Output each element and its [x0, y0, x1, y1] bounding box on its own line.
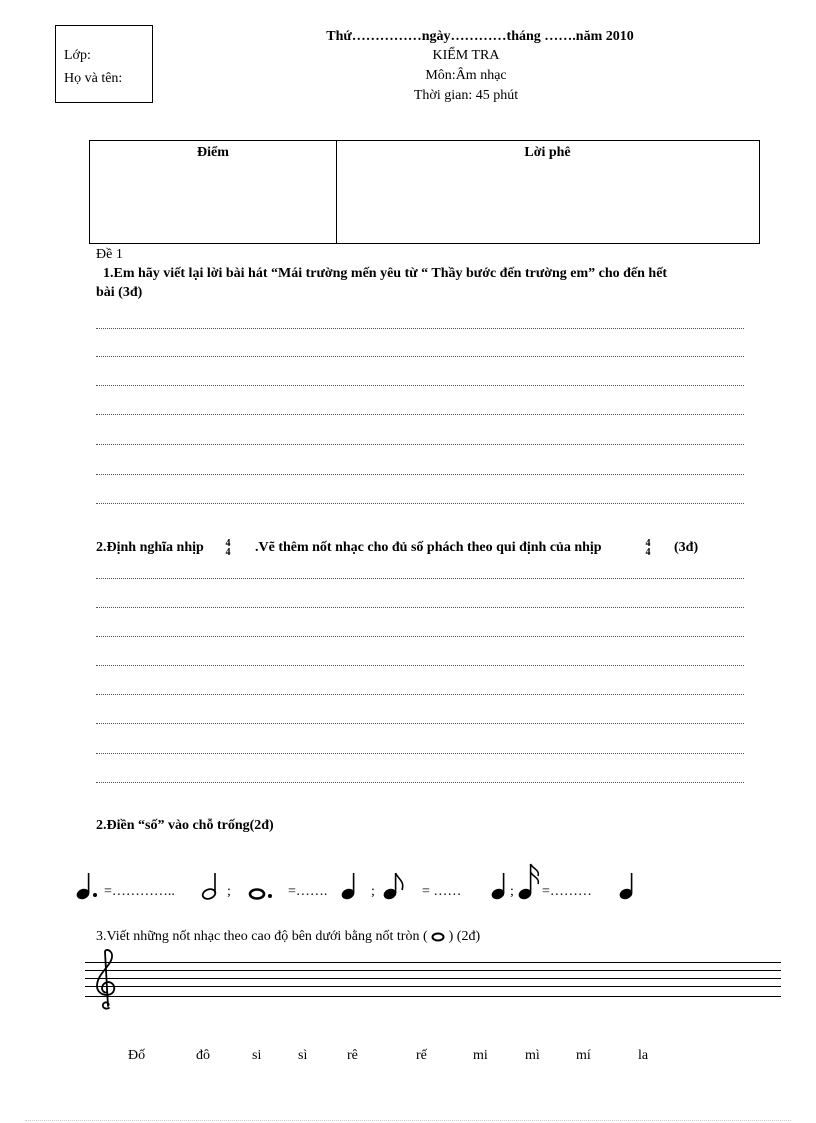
answer-line[interactable] [96, 444, 744, 445]
student-info-box [55, 25, 153, 103]
question-2-text: .Vẽ thêm nốt nhạc cho đủ số phách theo qui định của nhịp [255, 540, 602, 555]
answer-line[interactable] [96, 636, 744, 637]
class-label: Lớp: [64, 48, 91, 63]
note-syllable: đô [196, 1048, 210, 1063]
question-1-line-2: bài (3đ) [96, 285, 143, 300]
note-syllable: si [252, 1048, 262, 1063]
blank-3[interactable]: = …… [422, 884, 462, 899]
note-syllable: sì [298, 1048, 308, 1063]
blank-2[interactable]: =……. [288, 884, 328, 899]
quarter-note-icon [490, 872, 510, 902]
duration: Thời gian: 45 phút [413, 88, 519, 103]
staff-line [85, 970, 781, 971]
staff-line [85, 962, 781, 963]
dotted-whole-note-icon [248, 884, 274, 902]
answer-line[interactable] [96, 474, 744, 475]
blank-4[interactable]: =……… [542, 884, 592, 899]
date-line: Thứ……………ngày…………tháng …….năm 2010 [326, 29, 634, 44]
time-signature: 4 4 [645, 538, 651, 558]
separator: ; [227, 884, 231, 899]
answer-line[interactable] [96, 723, 744, 724]
subject: Môn:Âm nhạc [425, 68, 507, 83]
answer-line[interactable] [96, 665, 744, 666]
note-syllable: Đố [128, 1048, 146, 1063]
note-syllable: rê [347, 1048, 358, 1063]
time-signature: 4 4 [225, 538, 231, 558]
question-2-points: (3đ) [674, 540, 699, 555]
whole-note-icon [431, 932, 445, 942]
staff-line [85, 986, 781, 987]
question-4-title: 3.Viết những nốt nhạc theo cao độ bên dưới bằng nốt tròn ( ) (2đ) [96, 929, 481, 944]
name-label: Họ và tên: [64, 71, 123, 86]
answer-line[interactable] [96, 782, 744, 783]
quarter-note-icon [618, 872, 638, 902]
eighth-note-icon [382, 872, 408, 902]
answer-line[interactable] [96, 356, 744, 357]
quarter-note-icon [340, 872, 360, 902]
answer-line[interactable] [96, 414, 744, 415]
question-3-title: 2.Điền “số” vào chỗ trống(2đ) [96, 818, 274, 833]
score-header: Điểm [197, 145, 229, 160]
answer-line[interactable] [96, 753, 744, 754]
answer-line[interactable] [96, 694, 744, 695]
answer-line[interactable] [96, 578, 744, 579]
answer-line[interactable] [96, 328, 744, 329]
dotted-quarter-note-icon [74, 872, 100, 902]
half-note-icon [200, 872, 222, 902]
note-syllable: mi [473, 1048, 488, 1063]
note-syllable: la [638, 1048, 649, 1063]
answer-line[interactable] [96, 385, 744, 386]
staff-line [85, 996, 781, 997]
answer-line[interactable] [96, 607, 744, 608]
exam-code: Đề 1 [96, 247, 123, 262]
score-table [89, 140, 760, 244]
note-syllable: mí [576, 1048, 591, 1063]
question-2-prefix: 2.Định nghĩa nhịp [96, 540, 204, 555]
note-syllable: mì [525, 1048, 540, 1063]
note-syllable: rế [416, 1048, 427, 1063]
page-bottom-rule [25, 1120, 791, 1121]
separator: ; [371, 884, 375, 899]
exam-title: KIỂM TRA [432, 48, 500, 63]
blank-1[interactable]: =………….. [104, 884, 175, 899]
staff-line [85, 978, 781, 979]
comment-header: Lời phê [524, 145, 571, 160]
treble-clef-icon [92, 948, 122, 1012]
question-1-line-1: 1.Em hãy viết lại lời bài hát “Mái trường mến yêu từ “ Thầy bước đến trường em” cho đến hết [103, 266, 668, 281]
separator: ; [510, 884, 514, 899]
answer-line[interactable] [96, 503, 744, 504]
sixteenth-note-icon [517, 862, 545, 902]
